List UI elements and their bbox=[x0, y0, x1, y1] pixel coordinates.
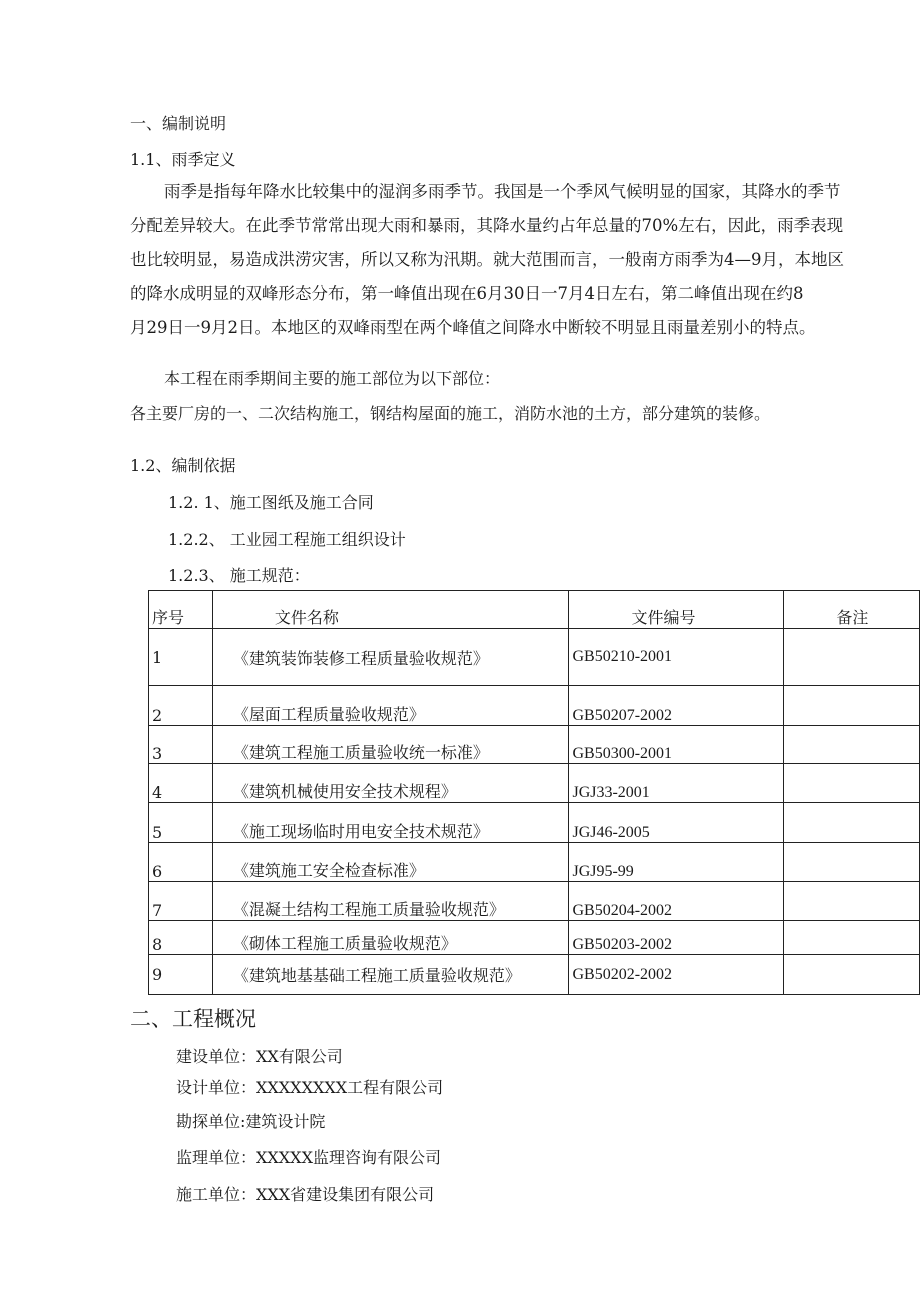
row-code: GB50204-2002 bbox=[569, 882, 784, 921]
paragraph-line: 的降水成明显的双峰形态分布，第一峰值出现在6月30日一7月4日左右，第二峰值出现在约8 bbox=[130, 284, 804, 303]
scope-list: 各主要厂房的一、二次结构施工，钢结构屋面的施工，消防水池的土方，部分建筑的装修。 bbox=[130, 404, 771, 423]
unit-surveyor: 勘探单位:建筑设计院 bbox=[176, 1112, 326, 1131]
row-name: 《建筑施工安全检查标准》 bbox=[212, 843, 569, 882]
row-note bbox=[784, 803, 920, 843]
table-row bbox=[149, 629, 920, 686]
row-code: JGJ46-2005 bbox=[569, 803, 784, 843]
table-row bbox=[149, 803, 920, 843]
row-name: 《施工现场临时用电安全技术规范》 bbox=[212, 803, 569, 843]
row-name: 《屋面工程质量验收规范》 bbox=[212, 686, 569, 726]
row-name: 《砌体工程施工质量验收规范》 bbox=[212, 921, 569, 955]
row-code: JGJ95-99 bbox=[569, 843, 784, 882]
row-code: GB50207-2002 bbox=[569, 686, 784, 726]
row-note bbox=[784, 764, 920, 803]
row-no: 2 bbox=[149, 686, 213, 726]
row-name: 《建筑地基基础工程施工质量验收规范》 bbox=[212, 955, 569, 995]
sub2-title: 1.2、编制依据 bbox=[130, 456, 236, 475]
paragraph-line: 雨季是指每年降水比较集中的湿润多雨季节。我国是一个季风气候明显的国家，其降水的季节 bbox=[164, 182, 841, 201]
unit-designer: 设计单位：XXXXXXXX工程有限公司 bbox=[176, 1078, 444, 1097]
row-note bbox=[784, 955, 920, 995]
basis-item-1: 1.2. 1、施工图纸及施工合同 bbox=[168, 493, 374, 512]
row-note bbox=[784, 686, 920, 726]
row-code: GB50202-2002 bbox=[569, 955, 784, 995]
header-name: 文件名称 bbox=[212, 591, 569, 629]
row-no: 3 bbox=[149, 726, 213, 764]
section2-title: 二、工程概况 bbox=[130, 1007, 256, 1031]
row-note bbox=[784, 726, 920, 764]
basis-item-3: 1.2.3、 施工规范： bbox=[168, 566, 310, 585]
paragraph-line: 也比较明显，易造成洪涝灾害，所以又称为汛期。就大范围而言，一般南方雨季为4—9月，本地区 bbox=[130, 250, 844, 269]
row-no: 6 bbox=[149, 843, 213, 882]
header-code: 文件编号 bbox=[569, 591, 784, 629]
table-row bbox=[149, 843, 920, 882]
table-row bbox=[149, 921, 920, 955]
header-no: 序号 bbox=[149, 591, 213, 629]
row-code: GB50203-2002 bbox=[569, 921, 784, 955]
row-note bbox=[784, 843, 920, 882]
row-no: 7 bbox=[149, 882, 213, 921]
row-code: GB50300-2001 bbox=[569, 726, 784, 764]
row-note bbox=[784, 629, 920, 686]
row-name: 《建筑工程施工质量验收统一标准》 bbox=[212, 726, 569, 764]
row-code: JGJ33-2001 bbox=[569, 764, 784, 803]
standards-table bbox=[148, 590, 920, 995]
row-note bbox=[784, 882, 920, 921]
section1-title: 一、编制说明 bbox=[130, 114, 227, 133]
paragraph-line: 月29日一9月2日。本地区的双峰雨型在两个峰值之间降水中断较不明显且雨量差别小的特点。 bbox=[130, 318, 816, 337]
table-row bbox=[149, 726, 920, 764]
unit-construction-owner: 建设单位：XX有限公司 bbox=[176, 1047, 343, 1066]
row-name: 《混凝土结构工程施工质量验收规范》 bbox=[212, 882, 569, 921]
table-row bbox=[149, 955, 920, 995]
table-header-row bbox=[149, 591, 920, 629]
rain-definition-paragraph bbox=[130, 175, 860, 345]
basis-item-2: 1.2.2、 工业园工程施工组织设计 bbox=[168, 530, 406, 549]
header-note: 备注 bbox=[784, 591, 920, 629]
row-no: 4 bbox=[149, 764, 213, 803]
table-row bbox=[149, 764, 920, 803]
row-no: 9 bbox=[149, 955, 213, 995]
unit-contractor: 施工单位：XXX省建设集团有限公司 bbox=[176, 1185, 435, 1204]
unit-supervisor: 监理单位：XXXXX监理咨询有限公司 bbox=[176, 1148, 441, 1167]
row-name: 《建筑机械使用安全技术规程》 bbox=[212, 764, 569, 803]
sub1-title: 1.1、雨季定义 bbox=[130, 150, 236, 169]
row-note bbox=[784, 921, 920, 955]
row-name: 《建筑装饰装修工程质量验收规范》 bbox=[212, 629, 569, 686]
row-no: 1 bbox=[149, 629, 213, 686]
row-no: 8 bbox=[149, 921, 213, 955]
scope-intro: 本工程在雨季期间主要的施工部位为以下部位： bbox=[164, 369, 501, 388]
row-no: 5 bbox=[149, 803, 213, 843]
paragraph-line: 分配差异较大。在此季节常常出现大雨和暴雨，其降水量约占年总量的70%左右，因此，雨季表现 bbox=[130, 216, 844, 235]
row-code: GB50210-2001 bbox=[569, 629, 784, 686]
table-row bbox=[149, 686, 920, 726]
table-row bbox=[149, 882, 920, 921]
